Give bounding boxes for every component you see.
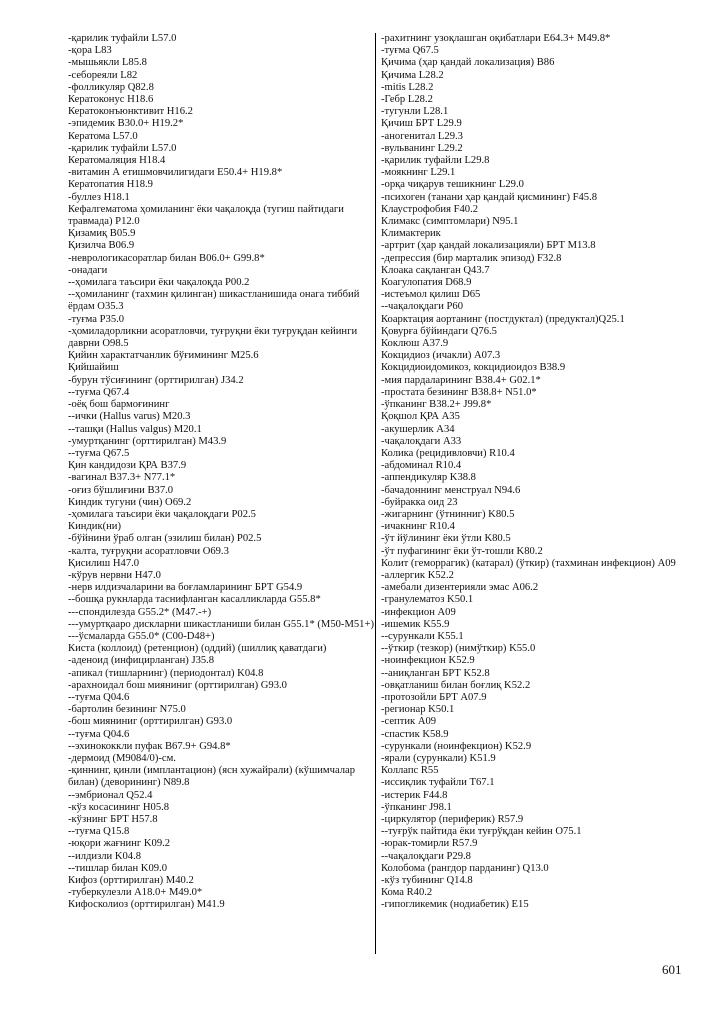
index-entry: -аллергик K52.2 [381, 569, 454, 581]
index-entry: -бурун тўсиғининг (орттирилган) J34.2 [68, 374, 244, 386]
index-entry: -септик A09 [381, 716, 437, 728]
index-entry: -умуртқанинг (орттирилган) M43.9 [68, 435, 227, 447]
index-entry: -туғма P35.0 [68, 313, 125, 325]
index-entry: -ҳомиладорликни асоратловчи, туғруқни ёки туғруқдан кейинги даврни O98.5 [68, 325, 358, 350]
index-entry: -себореяли L82 [68, 69, 138, 81]
index-entry: Қизилча B06.9 [68, 240, 135, 252]
index-entry: -онадаги [68, 264, 108, 276]
index-entry: Кифоз (орттирилган) M40.2 [68, 875, 194, 887]
index-entry: --чақалоқдаги P29.8 [381, 850, 471, 862]
index-entry: Қичиш БРТ L29.9 [381, 118, 462, 130]
index-entry: -қарилик туфайли L57.0 [68, 142, 177, 154]
index-entry: -витамин А етишмовчилигидаги E50.4+ H19.8* [68, 167, 283, 179]
left-column [68, 33, 375, 912]
index-entry: Қовурға бўйиндаги Q76.5 [381, 325, 497, 337]
index-entry: Қичима (ҳар қандай локализация) B86 [381, 57, 555, 69]
index-entry: --туғрўк пайтида ёки туғрўқдан кейин O75.1 [381, 826, 582, 838]
index-entry: --илдизли K04.8 [68, 850, 142, 862]
index-entry: -ичакнинг R10.4 [381, 521, 455, 533]
index-entry: -арахноидал бош мияниниг (орттирилган) G93.0 [68, 679, 287, 691]
index-entry: -инфекцион A09 [381, 606, 456, 618]
index-entry: Кератоконъюнктивит H16.2 [68, 106, 193, 118]
index-entry: -чақалоқдаги A33 [381, 435, 462, 447]
index-entry: --ҳомиланинг (тахмин қилинган) шикастланишида онага тиббий ёрдам O35.3 [68, 289, 360, 313]
index-entry: -психоген (танани ҳар қандай қисмининг) F45.8 [381, 191, 598, 203]
index-entry: Коагулопатия D68.9 [381, 277, 472, 289]
index-entry: --туғма Q04.6 [68, 728, 130, 740]
index-entry: -иссиқлик туфайли T67.1 [381, 777, 495, 789]
index-entry: Қийшайиш [68, 362, 119, 374]
index-entry: -ярали (сурункали) K51.9 [381, 752, 496, 764]
index-entry: -протозойли БРТ A07.9 [381, 691, 487, 703]
index-entry: -ўпканинг J98.1 [381, 801, 452, 813]
index-entry: -эпидемик B30.0+ H19.2* [68, 118, 184, 130]
index-entry: Кефалгематома ҳомиланинг ёки чақалоқда (тугиш пайтидаги травмада) P12.0 [68, 203, 344, 228]
page-number: 601 [662, 962, 682, 977]
index-entry: -аногенитал L29.3 [381, 130, 463, 142]
index-entry: -дермоид (M9084/0)-см. [68, 752, 176, 764]
index-entry: Қийин характатчанлик бўғимининг M25.6 [68, 350, 259, 362]
index-entry: -акушерлик A34 [381, 423, 455, 435]
index-entry: --эхинококкли пуфак B67.9+ G94.8* [68, 740, 231, 752]
index-entry: --ички (Hallus varus) M20.3 [68, 411, 191, 423]
index-entry: -бартолин безининг N75.0 [68, 704, 186, 716]
index-entry: --туғма Q04.6 [68, 691, 130, 703]
index-entry: -артрит (ҳар қандай локализацияли) БРТ M13.8 [381, 240, 596, 252]
index-entry: Киндик(ни) [68, 521, 122, 533]
index-entry: -бачадоннинг менструал N94.6 [381, 484, 521, 496]
index-entry: Климакс (симптомлари) N95.1 [381, 216, 519, 228]
index-entry: Киста (коллоид) (ретенцион) (оддий) (шиллиқ қаватдаги) [68, 643, 327, 655]
index-entry: Кокцидиоз (ичакли) A07.3 [381, 350, 501, 362]
index-entry: -оғиз бўшлиғини B37.0 [68, 484, 174, 496]
index-entry: -мышьякли L85.8 [68, 57, 147, 69]
index-entry: -тугунли L28.1 [381, 106, 449, 118]
index-entry: ---умуртқааро дискларни шикастланиши билан G55.1* (M50-M51+) [68, 618, 374, 630]
index-entry: -нерв илдизчаларини ва боғламларининг БРТ G54.9 [68, 582, 303, 594]
index-entry: -депрессия (бир марталик эпизод) F32.8 [381, 252, 562, 264]
index-entry: -бош мияниниг (орттирилган) G93.0 [68, 716, 233, 728]
index-entry: Қоқшол ҚРА A35 [381, 411, 460, 423]
index-entry: -ўт йўлининг ёки ўтли K80.5 [381, 533, 511, 545]
index-entry: --туғма Q15.8 [68, 826, 130, 838]
index-entry: -бўйнини ўраб олган (эзилиш билан) P02.5 [68, 533, 262, 545]
index-entry: -рахитнинг узоқлашган оқибатлари E64.3+ M49.8* [381, 33, 611, 44]
index-entry: --бошқа рукнларда таснифланган касалликларда G55.8* [68, 594, 321, 606]
index-entry: -ноинфекцион K52.9 [381, 655, 475, 667]
index-entry: -калта, туғруқни асоратловчи O69.3 [68, 545, 229, 557]
index-entry: -туберкулезли A18.0+ M49.0* [68, 887, 203, 899]
index-entry: Кератоконус H18.6 [68, 94, 154, 106]
index-entry: -қарилик туфайли L29.8 [381, 155, 490, 167]
index-entry: Колобома (рангдор парданинг) Q13.0 [381, 862, 549, 874]
index-entry: -апикал (тишларнинг) (периодонтал) K04.8 [68, 667, 264, 679]
index-entry: --тишлар билан K09.0 [68, 862, 168, 874]
index-entry: -вульванинг L29.2 [381, 142, 463, 154]
index-entry: -аппендикуляр K38.8 [381, 472, 476, 484]
index-entry: Кокцидиоидомикоз, кокцидиоидоз B38.9 [381, 362, 566, 374]
index-entry: -сурункали (ноинфекцион) K52.9 [381, 740, 532, 752]
index-entry: Киндик тугуни (чин) O69.2 [68, 496, 192, 508]
index-entry: -гранулематоз K50.1 [381, 594, 474, 606]
index-entry: Коарктация аортанинг (постдуктал) (предуктал)Q25.1 [381, 313, 625, 325]
index-entry: Колит (геморрагик) (катарал) (ўткир) (тахминан инфекцион) A09 [381, 557, 676, 569]
index-entry: Қичима L28.2 [381, 69, 444, 81]
index-entry: Қизамиқ B05.9 [68, 228, 136, 240]
index-entry: -туғма Q67.5 [381, 45, 439, 57]
index-entry: -қарилик туфайли L57.0 [68, 33, 177, 44]
index-entry: Коллапс R55 [381, 765, 439, 777]
index-entry: -буйракка оид 23 [381, 496, 458, 508]
index-entry: Коклюш A37.9 [381, 338, 449, 350]
index-entry: Кома R40.2 [381, 887, 433, 899]
index-entry: Колика (рецидивловчи) R10.4 [381, 447, 515, 459]
index-entry: -кўзнинг БРТ H57.8 [68, 814, 158, 825]
index-entry: Климактерик [381, 228, 441, 240]
index-entry: Кератомаляция H18.4 [68, 155, 166, 167]
index-entry: -буллез H18.1 [68, 191, 130, 203]
index-entry: Қисилиш H47.0 [68, 557, 140, 569]
index-entry: Қин кандидози ҚРА B37.9 [68, 460, 187, 472]
index-entry: --сурункали K55.1 [381, 630, 464, 642]
index-entry: -аденоид (инфицирланган) J35.8 [68, 655, 215, 667]
index-entry: --ҳомилага таъсири ёки чақалоқда P00.2 [68, 277, 250, 289]
index-entry: -неврологикасоратлар билан B06.0+ G99.8* [68, 252, 265, 264]
index-entry: --туғма Q67.4 [68, 386, 130, 398]
index-entry: -моякнинг L29.1 [381, 167, 456, 179]
index-entry: -Гебр L28.2 [381, 94, 433, 106]
index-entry: --туғма Q67.5 [68, 447, 130, 459]
index-entry: -спастик K58.9 [381, 728, 449, 740]
index-entry: Кератопатия H18.9 [68, 179, 153, 191]
index-entry: -вагинал B37.3+ N77.1* [68, 472, 176, 484]
index-entry: -қора L83 [68, 45, 112, 57]
index-entry: -абдоминал R10.4 [381, 460, 462, 472]
index-entry: -ўпканинг B38.2+ J99.8* [381, 399, 492, 411]
index-entry: -қиннинг, қинли (имплантацион) (ясн хужайрали) (кўшимчалар билан) (деворининг) N89.8 [68, 765, 356, 789]
index-entry: Клаустрофобия F40.2 [381, 203, 479, 215]
index-entry: Клоака сақланган Q43.7 [381, 264, 490, 276]
index-entry: Кератома L57.0 [68, 130, 138, 142]
index-entry: --аниқланган БРТ K52.8 [381, 667, 490, 679]
index-entry: --ўткир (тезкор) (нимўткир) K55.0 [381, 643, 536, 655]
index-entry: --эмбрионал Q52.4 [68, 789, 153, 801]
index-entry: -кўрув нервни H47.0 [68, 569, 161, 581]
index-entry: -mitis L28.2 [381, 81, 434, 93]
index-entry: -юқори жағнинг K09.2 [68, 838, 171, 850]
index-entry: --ташқи (Hallus valgus) M20.1 [68, 423, 202, 435]
index-entry: ---ўсмаларда G55.0* (C00-D48+) [68, 630, 215, 642]
index-entry: -истеъмол қилиш D65 [381, 289, 481, 301]
index-entry: -мия пардаларининг B38.4+ G02.1* [381, 374, 541, 386]
column-divider [375, 33, 376, 954]
index-entry: -кўз тубининг Q14.8 [381, 875, 473, 887]
index-entry: -регионар K50.1 [381, 704, 455, 716]
index-entry: -фолликуляр Q82.8 [68, 81, 154, 93]
index-entry: -гипогликемик (нодиабетик) E15 [381, 899, 529, 911]
index-entry: -овқатланиш билан боғлиқ K52.2 [381, 679, 531, 691]
index-entry: -орқа чиқарув тешикнинг L29.0 [381, 179, 524, 191]
index-entry: -истерик F44.8 [381, 789, 448, 801]
index-entry: Кифосколиоз (орттирилган) M41.9 [68, 899, 225, 911]
index-entry: -юрак-томирли R57.9 [381, 838, 478, 850]
index-entry: -циркулятор (периферик) R57.9 [381, 814, 524, 825]
index-entry: -жигарнинг (ўтнинниг) K80.5 [381, 508, 515, 520]
index-entry: --чақалоқдаги P60 [381, 301, 463, 313]
index-entry: -ишемик K55.9 [381, 618, 450, 630]
index-entry: -ҳомилага таъсири ёки чақалоқдаги P02.5 [68, 508, 256, 520]
index-entry: -кўз косасининг H05.8 [68, 801, 170, 813]
index-entry: -амебали дизентерияли эмас A06.2 [381, 582, 539, 594]
index-entry: -простата безининг B38.8+ N51.0* [381, 386, 537, 398]
index-entry: -оёқ бош бармоғининг [68, 399, 170, 411]
index-entry: -ўт пуфагининг ёки ўт-тошли K80.2 [381, 545, 543, 557]
right-column [381, 33, 688, 912]
index-entry: ---спондилезда G55.2* (M47.-+) [68, 606, 212, 618]
